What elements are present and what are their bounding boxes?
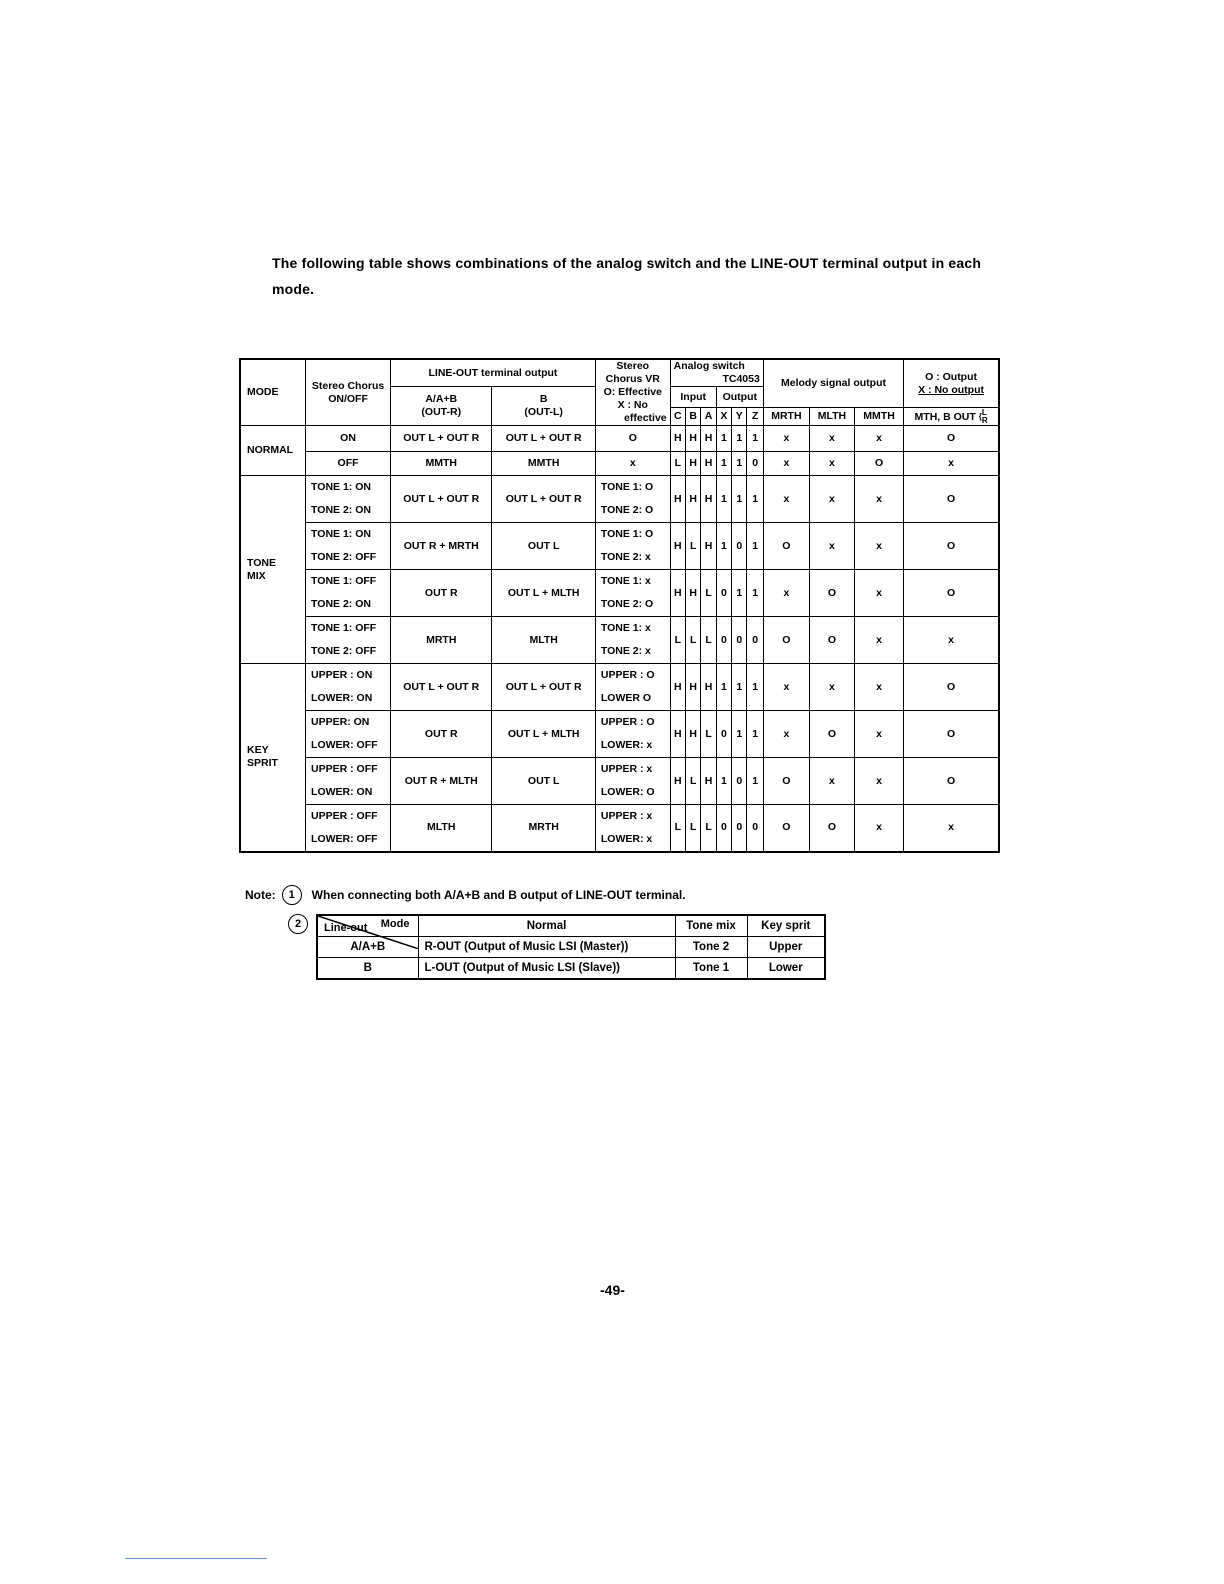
cell-chorus-vr-line1: UPPER : O (600, 716, 655, 729)
cell-aab: MMTH (391, 452, 492, 476)
cell-aab: OUT R (391, 570, 492, 617)
cell-b: MRTH (492, 805, 595, 852)
tc-label: TC4053 (722, 373, 760, 385)
cell-stereo-chorus-line2: TONE 2: ON (311, 503, 371, 516)
group-key-line1: KEY (247, 744, 269, 757)
cell-switch-bb: H (686, 452, 701, 476)
cell-stereo-chorus-line2: TONE 2: ON (311, 597, 371, 610)
cell-mlth: O (809, 617, 854, 664)
cell-stereo-chorus (306, 664, 391, 711)
cell-chorus-vr-line2: LOWER: O (600, 785, 655, 798)
cell-mthb: O (904, 664, 999, 711)
cell-chorus-vr-line2: TONE 2: x (600, 644, 651, 657)
cell-stereo-chorus-line2: LOWER: ON (311, 691, 373, 704)
cell-switch-x: 1 (716, 426, 731, 452)
cell-mthb: O (904, 523, 999, 570)
table-row (240, 452, 999, 476)
note-text-1: When connecting both A/A+B and B output of LINE-OUT terminal. (311, 888, 686, 902)
sub-row1-normal: R-OUT (Output of Music LSI (Master)) (418, 937, 675, 958)
lr-r: R (981, 415, 988, 425)
cell-chorus-vr-line1: TONE 1: O (600, 528, 654, 541)
sub-normal-header: Normal (418, 915, 675, 937)
cell-chorus-vr (595, 523, 670, 570)
cell-mlth: O (809, 805, 854, 852)
cell-switch-y: 1 (732, 570, 747, 617)
cell-switch-x: 1 (716, 758, 731, 805)
header-mlth: MLTH (809, 408, 854, 426)
cell-switch-bb: H (686, 426, 701, 452)
cell-switch-x: 1 (716, 476, 731, 523)
cell-mmth: x (854, 570, 903, 617)
cell-chorus-vr-line1: TONE 1: x (600, 622, 651, 635)
table-row (240, 570, 999, 617)
cell-b: OUT L (492, 523, 595, 570)
cell-stereo-chorus (306, 570, 391, 617)
aab-sub: (OUT-R) (421, 406, 462, 418)
cell-mlth: x (809, 664, 854, 711)
header-lineout: LINE-OUT terminal output (391, 359, 596, 387)
group-tone (240, 476, 306, 664)
cell-switch-a: H (701, 758, 716, 805)
sub-row2-tone: Tone 1 (675, 958, 747, 980)
sub-row2-a: B (317, 958, 418, 980)
header-stereo-vr (595, 359, 670, 426)
lr-l: L (981, 407, 987, 417)
cell-stereo-chorus-line2: LOWER: OFF (311, 738, 378, 751)
header-a: A (701, 408, 716, 426)
cell-switch-a: L (701, 711, 716, 758)
cell-switch-y: 1 (732, 711, 747, 758)
cell-chorus-vr-line2: TONE 2: O (600, 597, 654, 610)
cell-switch-a: L (701, 617, 716, 664)
cell-b: OUT L + MLTH (492, 711, 595, 758)
cell-b: OUT L (492, 758, 595, 805)
table-row (240, 476, 999, 523)
cell-b: OUT L + OUT R (492, 426, 595, 452)
cell-mmth: O (854, 452, 903, 476)
cell-mmth: x (854, 711, 903, 758)
lineout-mode-table (316, 914, 826, 980)
cell-switch-x: 0 (716, 617, 731, 664)
cell-switch-y: 1 (732, 664, 747, 711)
cell-stereo-chorus-line1: UPPER: ON (311, 716, 370, 729)
cell-switch-z: 0 (747, 452, 763, 476)
cell-mthb: x (904, 805, 999, 852)
sub-tonemix-header: Tone mix (675, 915, 747, 937)
cell-aab: MLTH (391, 805, 492, 852)
sub-row1-a: A/A+B (317, 937, 418, 958)
cell-switch-z: 0 (747, 805, 763, 852)
cell-switch-x: 0 (716, 711, 731, 758)
cell-stereo-chorus-line1: TONE 1: OFF (311, 622, 377, 635)
page-number: -49- (600, 1282, 625, 1298)
cell-switch-x: 1 (716, 664, 731, 711)
group-normal: NORMAL (240, 426, 306, 476)
header-input: Input (670, 387, 716, 408)
cell-mmth: x (854, 476, 903, 523)
cell-mthb: O (904, 570, 999, 617)
table-row (240, 664, 999, 711)
cell-chorus-vr-line1: UPPER : x (600, 763, 653, 776)
vr-line1: Stereo (616, 360, 650, 372)
sub-row1-tone: Tone 2 (675, 937, 747, 958)
table-row (240, 617, 999, 664)
legend-output: O : Output (925, 370, 978, 383)
cell-switch-y: 0 (732, 758, 747, 805)
cell-mthb: x (904, 452, 999, 476)
cell-stereo-chorus (306, 617, 391, 664)
cell-switch-z: 1 (747, 476, 763, 523)
cell-switch-bb: L (686, 523, 701, 570)
cell-b: MLTH (492, 617, 595, 664)
cell-switch-z: 1 (747, 570, 763, 617)
lr-brace: { L R (978, 407, 988, 425)
intro-text: The following table shows combinations of the analog switch and the LINE-OUT terminal output in each mode. (272, 255, 982, 297)
cell-stereo-chorus-line1: TONE 1: OFF (311, 575, 377, 588)
header-c: C (670, 408, 685, 426)
cell-switch-y: 0 (732, 617, 747, 664)
header-analog-switch (670, 359, 763, 387)
vr-line3: O: Effective (603, 386, 662, 398)
header-mrth: MRTH (763, 408, 809, 426)
cell-switch-c: H (670, 570, 685, 617)
cell-chorus-vr-line2: LOWER: x (600, 832, 653, 845)
cell-aab: MRTH (391, 617, 492, 664)
diagonal-header-cell (317, 915, 418, 937)
cell-chorus-vr: x (595, 452, 670, 476)
cell-mlth: O (809, 711, 854, 758)
cell-aab: OUT L + OUT R (391, 476, 492, 523)
cell-switch-z: 1 (747, 664, 763, 711)
cell-mlth: x (809, 523, 854, 570)
b-sub: (OUT-L) (524, 406, 563, 418)
cell-switch-c: H (670, 758, 685, 805)
cell-b: MMTH (492, 452, 595, 476)
cell-switch-y: 0 (732, 805, 747, 852)
cell-mthb: O (904, 758, 999, 805)
cell-switch-x: 0 (716, 805, 731, 852)
cell-switch-z: 1 (747, 758, 763, 805)
cell-stereo-chorus-line2: TONE 2: OFF (311, 644, 377, 657)
cell-mrth: x (763, 426, 809, 452)
sub-lineout-label: Line-out (324, 922, 368, 934)
cell-chorus-vr-line1: TONE 1: O (600, 481, 654, 494)
cell-stereo-chorus-line1: UPPER : OFF (311, 810, 378, 822)
cell-mthb: O (904, 476, 999, 523)
cell-switch-c: H (670, 523, 685, 570)
header-z: Z (747, 408, 763, 426)
cell-mlth: O (809, 570, 854, 617)
sub-row2-key: Lower (747, 958, 825, 980)
cell-switch-bb: H (686, 664, 701, 711)
cell-switch-c: L (670, 452, 685, 476)
cell-stereo-chorus (306, 711, 391, 758)
group-key-line2: SPRIT (247, 757, 278, 770)
sub-keysprit-header: Key sprit (747, 915, 825, 937)
footer-line (125, 1558, 267, 1559)
cell-mmth: x (854, 617, 903, 664)
cell-switch-bb: L (686, 758, 701, 805)
note-label: Note: (245, 888, 276, 902)
cell-mthb: O (904, 711, 999, 758)
cell-stereo-chorus-line1: UPPER : OFF (311, 763, 378, 776)
cell-stereo-chorus-line1: TONE 1: ON (311, 528, 371, 541)
cell-switch-c: L (670, 805, 685, 852)
cell-switch-z: 1 (747, 426, 763, 452)
cell-b: OUT L + OUT R (492, 664, 595, 711)
cell-switch-z: 1 (747, 711, 763, 758)
cell-stereo-chorus-line1: TONE 1: ON (311, 481, 371, 494)
header-aab (391, 387, 492, 426)
cell-switch-c: L (670, 617, 685, 664)
cell-switch-y: 1 (732, 452, 747, 476)
cell-mrth: x (763, 452, 809, 476)
cell-chorus-vr (595, 711, 670, 758)
vr-line2: Chorus VR (605, 373, 660, 385)
cell-switch-a: H (701, 664, 716, 711)
sub-row2-normal: L-OUT (Output of Music LSI (Slave)) (418, 958, 675, 980)
group-tone-line1: TONE (247, 556, 276, 569)
note (245, 885, 686, 905)
cell-switch-x: 0 (716, 570, 731, 617)
cell-aab: OUT R (391, 711, 492, 758)
cell-chorus-vr (595, 664, 670, 711)
header-y: Y (732, 408, 747, 426)
cell-chorus-vr-line1: TONE 1: x (600, 575, 651, 588)
cell-stereo-chorus-line1: UPPER : ON (311, 669, 373, 682)
mthb-label: MTH, B OUT (914, 410, 976, 423)
vr-line4: X : No (617, 399, 648, 411)
sub-mode-label: Mode (380, 918, 410, 930)
cell-mmth: x (854, 758, 903, 805)
cell-switch-c: H (670, 711, 685, 758)
cell-mthb: x (904, 617, 999, 664)
header-mmth: MMTH (854, 408, 903, 426)
table-row (240, 426, 999, 452)
cell-chorus-vr-line1: UPPER : O (600, 669, 655, 682)
cell-mmth: x (854, 523, 903, 570)
cell-mrth: x (763, 711, 809, 758)
table-row (240, 711, 999, 758)
cell-b: OUT L + OUT R (492, 476, 595, 523)
cell-stereo-chorus-line2: TONE 2: OFF (311, 550, 377, 563)
cell-stereo-chorus (306, 758, 391, 805)
cell-mmth: x (854, 426, 903, 452)
cell-mmth: x (854, 664, 903, 711)
header-melody: Melody signal output (763, 359, 903, 408)
aab-label: A/A+B (425, 393, 458, 405)
cell-aab: OUT L + OUT R (391, 664, 492, 711)
cell-aab: OUT R + MRTH (391, 523, 492, 570)
table-row (240, 805, 999, 852)
cell-mlth: x (809, 452, 854, 476)
cell-switch-a: H (701, 476, 716, 523)
cell-switch-a: H (701, 523, 716, 570)
mode-table (239, 358, 1000, 853)
analog-label: Analog switch (673, 360, 745, 372)
cell-switch-y: 0 (732, 523, 747, 570)
cell-switch-bb: H (686, 476, 701, 523)
vr-line5: effective (624, 412, 667, 424)
cell-mlth: x (809, 758, 854, 805)
cell-switch-a: L (701, 570, 716, 617)
cell-chorus-vr (595, 570, 670, 617)
cell-mrth: O (763, 617, 809, 664)
cell-switch-x: 1 (716, 452, 731, 476)
cell-aab: OUT L + OUT R (391, 426, 492, 452)
table-row (240, 758, 999, 805)
header-output: Output (716, 387, 763, 408)
cell-chorus-vr-line2: LOWER: x (600, 738, 653, 751)
cell-chorus-vr (595, 758, 670, 805)
legend-no-output: X : No output (918, 383, 985, 396)
cell-chorus-vr: O (595, 426, 670, 452)
header-mthb (904, 408, 999, 426)
cell-switch-bb: H (686, 711, 701, 758)
cell-mmth: x (854, 805, 903, 852)
cell-mrth: O (763, 805, 809, 852)
cell-chorus-vr (595, 617, 670, 664)
cell-chorus-vr (595, 805, 670, 852)
cell-mthb: O (904, 426, 999, 452)
cell-switch-c: H (670, 664, 685, 711)
cell-switch-y: 1 (732, 476, 747, 523)
group-tone-line2: MIX (247, 569, 266, 582)
header-x: X (716, 408, 731, 426)
cell-stereo-chorus: OFF (306, 452, 391, 476)
cell-mrth: x (763, 476, 809, 523)
header-mode: MODE (240, 359, 306, 426)
header-legend (904, 359, 999, 408)
cell-mrth: x (763, 570, 809, 617)
cell-switch-c: H (670, 476, 685, 523)
header-b-col: B (686, 408, 701, 426)
header-b (492, 387, 595, 426)
cell-stereo-chorus (306, 523, 391, 570)
cell-stereo-chorus: ON (306, 426, 391, 452)
group-key (240, 664, 306, 852)
cell-switch-z: 1 (747, 523, 763, 570)
cell-chorus-vr-line2: TONE 2: O (600, 503, 654, 516)
cell-switch-a: H (701, 452, 716, 476)
cell-mrth: O (763, 758, 809, 805)
cell-switch-a: L (701, 805, 716, 852)
cell-switch-bb: H (686, 570, 701, 617)
cell-switch-x: 1 (716, 523, 731, 570)
cell-stereo-chorus (306, 476, 391, 523)
cell-mlth: x (809, 476, 854, 523)
cell-switch-bb: L (686, 805, 701, 852)
cell-aab: OUT R + MLTH (391, 758, 492, 805)
cell-switch-c: H (670, 426, 685, 452)
cell-b: OUT L + MLTH (492, 570, 595, 617)
cell-switch-a: H (701, 426, 716, 452)
cell-mlth: x (809, 426, 854, 452)
cell-switch-bb: L (686, 617, 701, 664)
cell-chorus-vr (595, 476, 670, 523)
header-stereo-chorus: Stereo Chorus ON/OFF (306, 359, 391, 426)
cell-stereo-chorus (306, 805, 391, 852)
cell-chorus-vr-line2: LOWER O (600, 691, 652, 704)
table-row (240, 523, 999, 570)
cell-stereo-chorus-line2: LOWER: OFF (311, 832, 378, 845)
cell-chorus-vr-line2: TONE 2: x (600, 550, 651, 563)
cell-chorus-vr-line1: UPPER : x (600, 810, 653, 822)
cell-switch-z: 0 (747, 617, 763, 664)
note-number-2: 2 (288, 914, 308, 934)
note-number-1: 1 (282, 885, 302, 905)
cell-mrth: O (763, 523, 809, 570)
b-label: B (539, 393, 548, 405)
cell-switch-y: 1 (732, 426, 747, 452)
cell-stereo-chorus-line2: LOWER: ON (311, 785, 373, 798)
sub-row1-key: Upper (747, 937, 825, 958)
cell-mrth: x (763, 664, 809, 711)
